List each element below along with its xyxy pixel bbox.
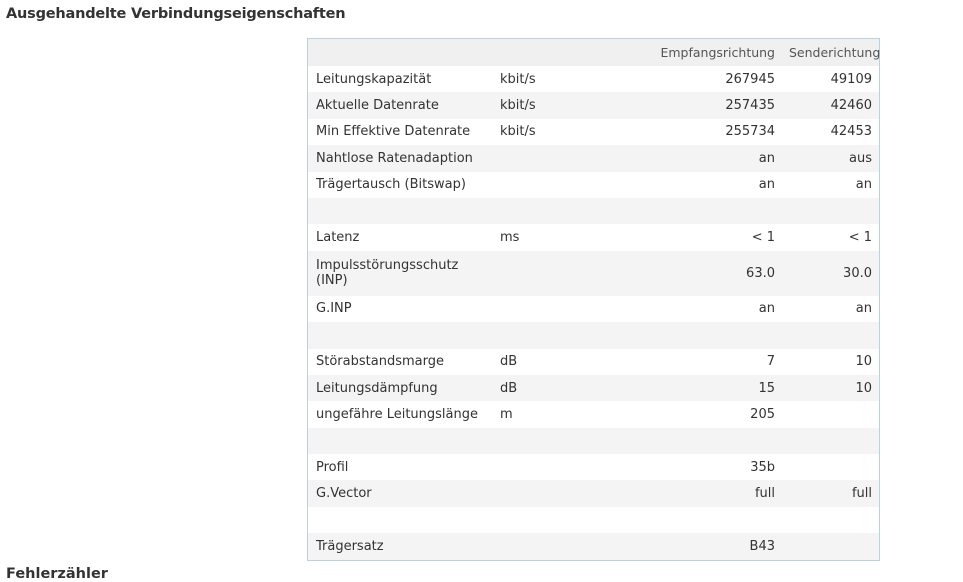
header-receive-direction: Empfangsrichtung [660, 45, 775, 60]
row-unit: dB [500, 354, 518, 370]
connection-properties-table [308, 39, 879, 560]
section-title: Ausgehandelte Verbindungseigenschaften [6, 6, 346, 22]
row-receive-value: 257435 [725, 98, 775, 114]
row-unit: ms [500, 230, 520, 246]
row-send-value: 49109 [830, 71, 872, 87]
row-send-value: full [851, 486, 872, 502]
row-label: Trägersatz [316, 538, 384, 554]
table-row [308, 119, 879, 145]
row-unit: m [500, 406, 513, 422]
header-label [308, 39, 493, 66]
row-send-value: 10 [855, 354, 872, 370]
table-row [308, 428, 879, 454]
row-unit [493, 296, 567, 322]
table-row [308, 145, 879, 171]
row-label: Aktuelle Datenrate [316, 98, 439, 114]
row-unit [493, 198, 567, 224]
row-send-value [782, 322, 879, 348]
row-unit: kbit/s [500, 98, 536, 114]
row-label: Störabstandsmarge [316, 354, 444, 370]
row-label [308, 428, 493, 454]
row-label [308, 507, 493, 533]
table-row [308, 66, 879, 92]
row-receive-value [567, 322, 782, 348]
row-label [308, 322, 493, 348]
table-row [308, 251, 879, 296]
row-receive-value: 255734 [725, 124, 775, 140]
row-receive-value [567, 198, 782, 224]
table-row [308, 375, 879, 401]
row-send-value [782, 454, 879, 480]
table-row [308, 349, 879, 375]
table-header-row [308, 39, 879, 66]
row-label: Latenz [316, 230, 360, 246]
row-send-value [782, 401, 879, 427]
row-unit [493, 533, 567, 559]
table-row [308, 454, 879, 480]
row-label: Leitungsdämpfung [316, 380, 438, 396]
table-row [308, 198, 879, 224]
row-send-value: an [855, 301, 872, 317]
row-label: Profil [316, 459, 349, 475]
table-row [308, 296, 879, 322]
row-send-value [782, 507, 879, 533]
table-row [308, 224, 879, 250]
row-label [308, 198, 493, 224]
row-receive-value: an [758, 301, 775, 317]
row-receive-value [567, 507, 782, 533]
row-send-value: aus [849, 150, 872, 166]
header-unit [493, 39, 567, 66]
row-send-value: 30.0 [843, 265, 872, 281]
row-receive-value: 205 [750, 406, 775, 422]
row-label: Min Effektive Datenrate [316, 124, 471, 140]
table-row [308, 401, 879, 427]
row-send-value: 10 [855, 380, 872, 396]
row-label: ungefähre Leitungslänge [316, 406, 478, 422]
row-receive-value: 63.0 [746, 265, 775, 281]
row-label: Leitungskapazität [316, 71, 432, 87]
row-label: G.Vector [316, 486, 372, 502]
row-unit [493, 322, 567, 348]
row-send-value [782, 533, 879, 559]
error-counter-title: Fehlerzähler [6, 566, 108, 582]
row-unit: kbit/s [500, 124, 536, 140]
row-label: Trägertausch (Bitswap) [316, 177, 466, 193]
row-unit: kbit/s [500, 71, 536, 87]
table-row [308, 533, 879, 559]
table-row [308, 507, 879, 533]
table-row [308, 322, 879, 348]
row-unit [493, 480, 567, 506]
row-send-value [782, 428, 879, 454]
row-receive-value: < 1 [751, 230, 775, 246]
row-receive-value: 15 [758, 380, 775, 396]
row-receive-value [567, 428, 782, 454]
row-unit [493, 251, 567, 296]
table-row [308, 92, 879, 118]
row-receive-value: 35b [750, 459, 775, 475]
connection-properties-table-container [307, 38, 880, 561]
table-body [308, 66, 879, 560]
row-unit [493, 145, 567, 171]
row-unit [493, 454, 567, 480]
row-unit [493, 428, 567, 454]
row-receive-value: an [758, 150, 775, 166]
row-unit [493, 507, 567, 533]
row-send-value: 42453 [830, 124, 872, 140]
table-row [308, 172, 879, 198]
row-send-value [782, 198, 879, 224]
header-send-direction: Senderichtung [789, 45, 881, 60]
row-receive-value: an [758, 177, 775, 193]
row-receive-value: B43 [749, 538, 775, 554]
row-send-value: < 1 [848, 230, 872, 246]
row-send-value: 42460 [830, 98, 872, 114]
row-unit: dB [500, 380, 518, 396]
row-label: Nahtlose Ratenadaption [316, 150, 473, 166]
row-send-value: an [855, 177, 872, 193]
row-receive-value: full [754, 486, 775, 502]
row-label: Impulsstörungsschutz (INP) [316, 258, 459, 289]
row-unit [493, 172, 567, 198]
row-receive-value: 267945 [725, 71, 775, 87]
row-receive-value: 7 [766, 354, 775, 370]
row-label: G.INP [316, 301, 352, 317]
table-row [308, 480, 879, 506]
